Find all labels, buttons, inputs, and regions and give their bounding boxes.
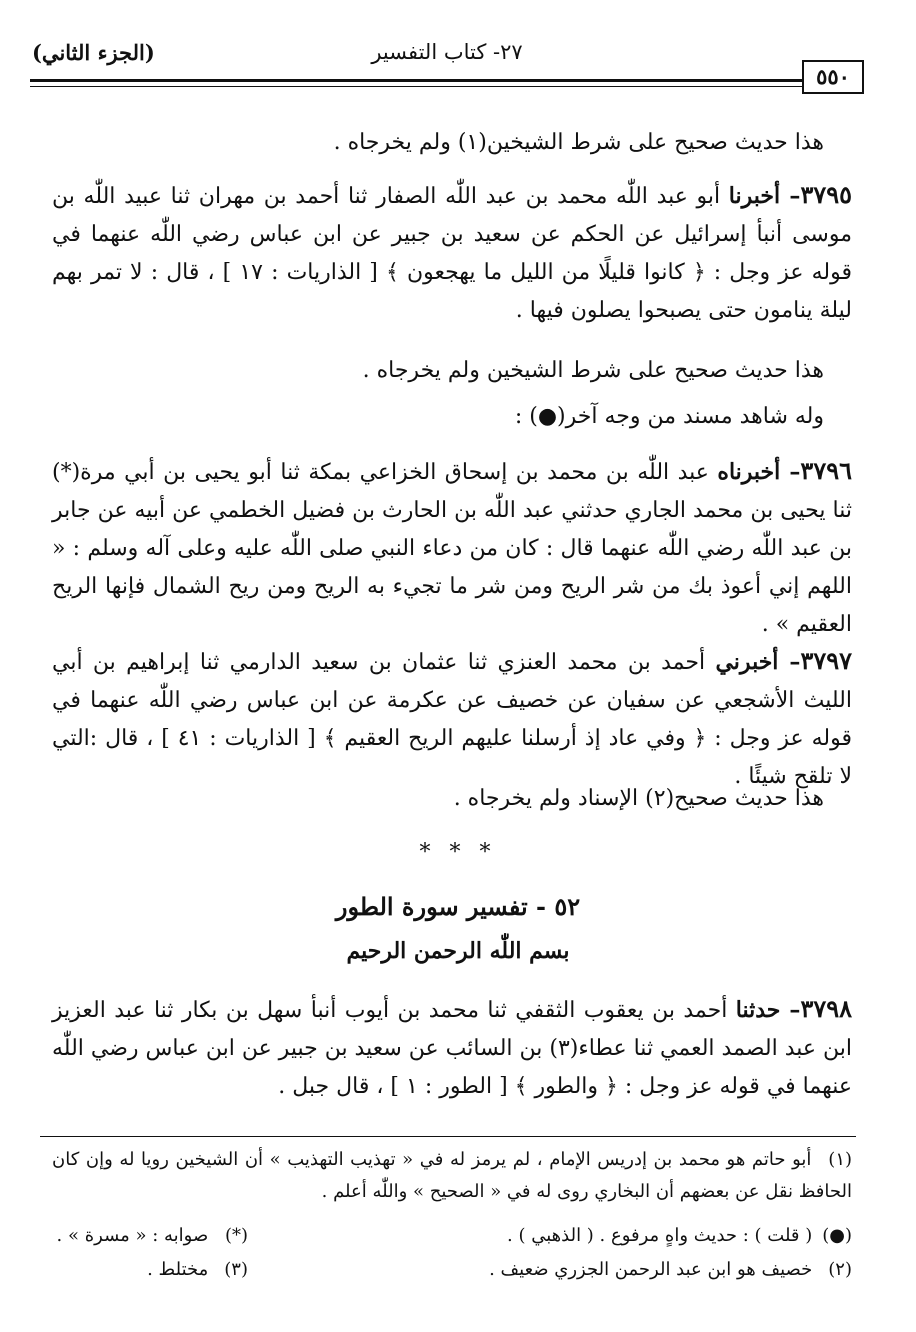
footnote-text: أبو حاتم هو محمد بن إدريس الإمام ، لم يرمز له في « تهذيب التهذيب » أن الشيخين رويا له وإن كان الحافظ نقل عن بعضهم أن البخاري روى له في « الصحيح » واللّٰه أعلم . [52, 1149, 852, 1202]
hadith-3795 [52, 176, 852, 330]
footnote-text: ( قلت ) : حديث واهٍ مرفوع . ( الذهبي ) . [507, 1225, 813, 1246]
hadith-3796 [52, 452, 852, 644]
footnote-star [57, 1220, 248, 1252]
hadith-number: ٣٧٩٧ [800, 646, 852, 675]
hadith-number: ٣٧٩٥ [800, 180, 852, 209]
paragraph-intro: هذا حديث صحيح على شرط الشيخين(١) ولم يخرجاه . [333, 130, 824, 155]
hadith-text: أبو عبد اللّٰه محمد بن عبد اللّٰه الصفار ثنا أحمد بن مهران ثنا عبيد اللّٰه بن موسى أنبأ إسرائيل عن الحكم عن سعيد بن جبير عن ابن عباس رضي اللّٰه عنهما في قوله عز وجل : ﴿ كانوا قليلًا من الليل ما يهجعون ﴾ [ الذاريات : ١٧ ] ، قال : لا تمر بهم ليلة ينامون حتى يصبحوا يصلون فيها . [52, 184, 852, 323]
section-separator: * * * [419, 840, 497, 865]
hadith-number: ٣٧٩٨ [800, 994, 852, 1023]
basmala: بسم اللّٰه الرحمن الرحيم [346, 938, 570, 964]
hadith-text: أحمد بن يعقوب الثقفي ثنا محمد بن أيوب أنبأ سهل بن بكار ثنا عبد العزيز ابن عبد الصمد العمي ثنا عطاء(٣) بن السائب عن سعيد بن جبير عن ابن عباس رضي اللّٰه عنهما في قوله عز وجل : ﴿ والطور ﴾ [ الطور : ١ ] ، قال جبل . [52, 998, 852, 1099]
footnote-text: مختلط . [147, 1259, 209, 1280]
hadith-verb: – أخبرنا [728, 183, 801, 209]
hadith-verb: – حدثنا [735, 997, 801, 1023]
header-rule-thin [30, 86, 864, 87]
volume-label: (الجزء الثاني) [32, 40, 155, 65]
footnote-marker: (١) [828, 1149, 853, 1170]
footnote-marker: (٣) [224, 1259, 248, 1280]
footnote-3 [147, 1254, 248, 1286]
footnote-dot [507, 1220, 852, 1252]
footnote-text: خصيف هو ابن عبد الرحمن الجزري ضعيف . [489, 1259, 813, 1280]
hadith-3797 [52, 642, 852, 796]
footnote-1 [52, 1144, 852, 1208]
footnote-2 [489, 1254, 852, 1286]
hadith-verb: – أخبرني [715, 649, 801, 675]
hadith-text: أحمد بن محمد العنزي ثنا عثمان بن سعيد الدارمي ثنا إبراهيم بن أبي الليث الأشجعي عن سفيان عن خصيف عن عكرمة عن ابن عباس رضي اللّٰه عنهما في قوله عز وجل : ﴿ وفي عاد إذ أرسلنا عليهم الريح العقيم ﴾ [ الذاريات : ٤١ ] ، قال :التي لا تلقح شيئًا . [52, 650, 852, 789]
page-number: ٥٥٠ [802, 60, 864, 94]
book-title: ٢٧- كتاب التفسير [371, 40, 523, 64]
grading-3797: هذا حديث صحيح(٢) الإسناد ولم يخرجاه . [453, 786, 824, 811]
witness-note: وله شاهد مسند من وجه آخر(●) : [514, 404, 824, 429]
header-rule [30, 79, 864, 82]
footnote-marker: (●) [822, 1225, 852, 1246]
footnote-rule [40, 1136, 856, 1137]
hadith-text: عبد اللّٰه بن محمد بن إسحاق الخزاعي بمكة ثنا أبو يحيى بن أبي مرة(*) ثنا يحيى بن محمد الجاري حدثني عبد اللّٰه بن الحارث بن فضيل الخطمي عن أبيه عن جابر بن عبد اللّٰه رضي اللّٰه عنهما قال : كان من دعاء النبي صلى اللّٰه عليه وعلى آله وسلم : « اللهم إني أعوذ بك من شر الريح ومن شر ما تجيء به الريح ومن ريح الشمال فإنها الريح العقيم » . [52, 460, 852, 637]
footnote-marker: (*) [224, 1225, 248, 1246]
surah-heading: ٥٢ - تفسير سورة الطور [335, 892, 581, 921]
hadith-number: ٣٧٩٦ [800, 456, 852, 485]
grading-3795: هذا حديث صحيح على شرط الشيخين ولم يخرجاه . [362, 358, 824, 383]
hadith-3798 [52, 990, 852, 1106]
hadith-verb: – أخبرناه [717, 459, 801, 485]
footnote-marker: (٢) [828, 1259, 852, 1280]
footnote-text: صوابه : « مسرة » . [56, 1225, 209, 1246]
page-header [30, 38, 864, 70]
